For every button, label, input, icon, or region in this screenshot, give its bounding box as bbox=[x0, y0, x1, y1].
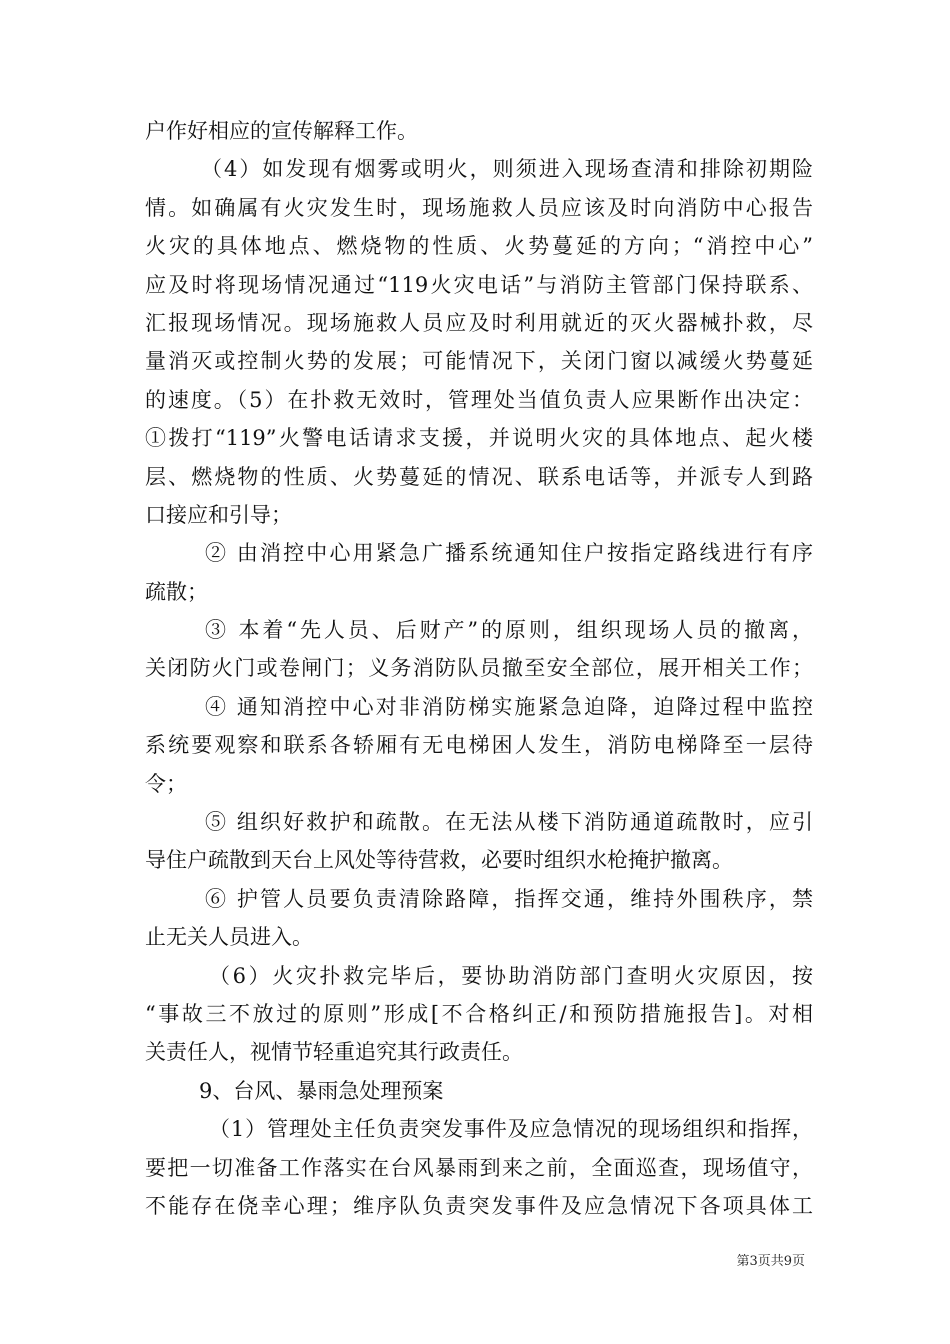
text-line: ④ 通知消控中心对非消防梯实施紧急迫降，迫降过程中监控 bbox=[205, 694, 813, 719]
text-line: 要把一切准备工作落实在台风暴雨到来之前，全面巡查，现场值守， bbox=[145, 1155, 813, 1180]
text-line: 疏散； bbox=[145, 579, 208, 604]
body-text bbox=[145, 112, 813, 1225]
text-line: ② 由消控中心用紧急广播系统通知住户按指定路线进行有序 bbox=[205, 541, 813, 566]
text-line: 应及时将现场情况通过“119火灾电话”与消防主管部门保持联系、 bbox=[145, 272, 813, 297]
text-line: 关闭防火门或卷闸门；义务消防队员撤至安全部位，展开相关工作； bbox=[145, 656, 813, 681]
text-line: 口接应和引导； bbox=[145, 502, 292, 527]
text-line: ⑤ 组织好救护和疏散。在无法从楼下消防通道疏散时，应引 bbox=[205, 810, 813, 835]
text-line: 系统要观察和联系各轿厢有无电梯困人发生，消防电梯降至一层待 bbox=[145, 733, 813, 758]
text-line: ①拨打“119”火警电话请求支援，并说明火灾的具体地点、起火楼 bbox=[145, 426, 813, 451]
text-line: 汇报现场情况。现场施救人员应及时利用就近的灭火器械扑救，尽 bbox=[145, 310, 813, 335]
text-line: 层、燃烧物的性质、火势蔓延的情况、联系电话等，并派专人到路 bbox=[145, 464, 813, 489]
page-number: 第3页共9页 bbox=[736, 1254, 805, 1269]
text-line: 令； bbox=[145, 771, 187, 796]
text-line: ③ 本着“先人员、后财产”的原则，组织现场人员的撤离， bbox=[205, 618, 813, 643]
text-line: （1）管理处主任负责突发事件及应急情况的现场组织和指挥， bbox=[209, 1117, 813, 1142]
text-line: 情。如确属有火灾发生时，现场施救人员应该及时向消防中心报告 bbox=[145, 195, 813, 220]
text-line: （4）如发现有烟雾或明火，则须进入现场查清和排除初期险 bbox=[201, 157, 813, 182]
text-line: 户作好相应的宣传解释工作。 bbox=[145, 119, 418, 143]
text-line: 的速度。（5）在扑救无效时，管理处当值负责人应果断作出决定： bbox=[145, 387, 813, 412]
text-line: （6）火灾扑救完毕后，要协助消防部门查明火灾原因，按 bbox=[209, 963, 813, 988]
text-line: 量消灭或控制火势的发展；可能情况下，关闭门窗以减缓火势蔓延 bbox=[145, 349, 813, 374]
text-line: 止无关人员进入。 bbox=[145, 925, 313, 950]
section-heading: 9、台风、暴雨急处理预案 bbox=[199, 1078, 444, 1103]
text-line: “事故三不放过的原则”形成[不合格纠正/和预防措施报告]。对相 bbox=[145, 1001, 813, 1026]
text-line: 不能存在侥幸心理；维序队负责突发事件及应急情况下各项具体工 bbox=[145, 1193, 813, 1218]
text-line: 关责任人，视情节轻重追究其行政责任。 bbox=[145, 1040, 523, 1065]
text-line: 导住户疏散到天台上风处等待营救，必要时组织水枪掩护撤离。 bbox=[145, 848, 733, 873]
text-line: ⑥ 护管人员要负责清除路障，指挥交通，维持外围秩序，禁 bbox=[205, 886, 813, 911]
text-line: 火灾的具体地点、燃烧物的性质、火势蔓延的方向；“消控中心” bbox=[145, 234, 813, 259]
